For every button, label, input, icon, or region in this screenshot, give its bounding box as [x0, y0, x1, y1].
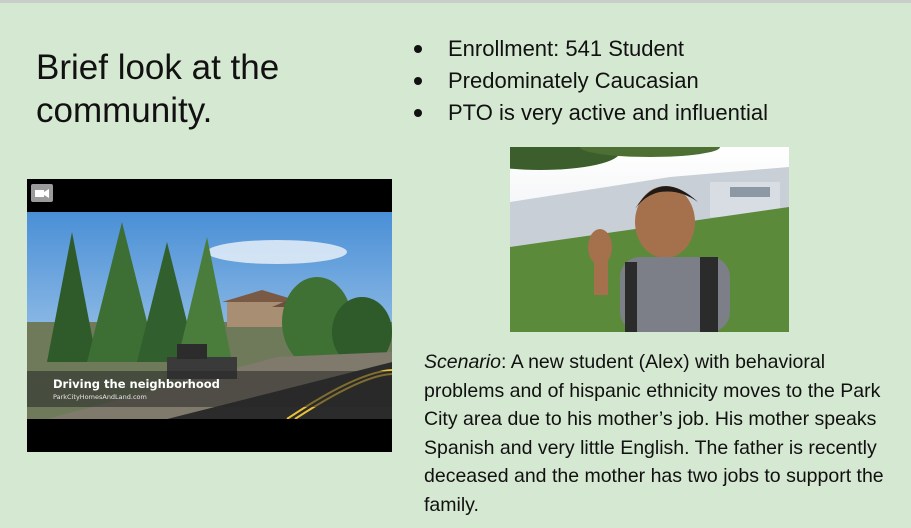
student-photo	[510, 147, 789, 332]
video-camera-icon[interactable]	[31, 184, 53, 202]
slide-title: Brief look at the community.	[36, 48, 280, 130]
bullet-item: Enrollment: 541 Student	[408, 33, 768, 65]
bullet-item: Predominately Caucasian	[408, 65, 768, 97]
scenario-text: : A new student (Alex) with behavioral problems and of hispanic ethnicity moves to the Park City area due to his mother’s job. His mother speaks Spanish and very little English. The father is recently deceased and the mother has two jobs to support the family.	[424, 351, 884, 516]
video-player[interactable]	[27, 179, 392, 452]
scenario-paragraph	[424, 348, 894, 519]
top-border	[0, 0, 911, 3]
scenario-label: Scenario	[424, 351, 501, 373]
bullet-list	[408, 33, 768, 129]
video-caption-title: Driving the neighborhood	[53, 377, 220, 391]
bullet-item: PTO is very active and influential	[408, 97, 768, 129]
video-caption-subtitle: ParkCityHomesAndLand.com	[53, 393, 147, 401]
